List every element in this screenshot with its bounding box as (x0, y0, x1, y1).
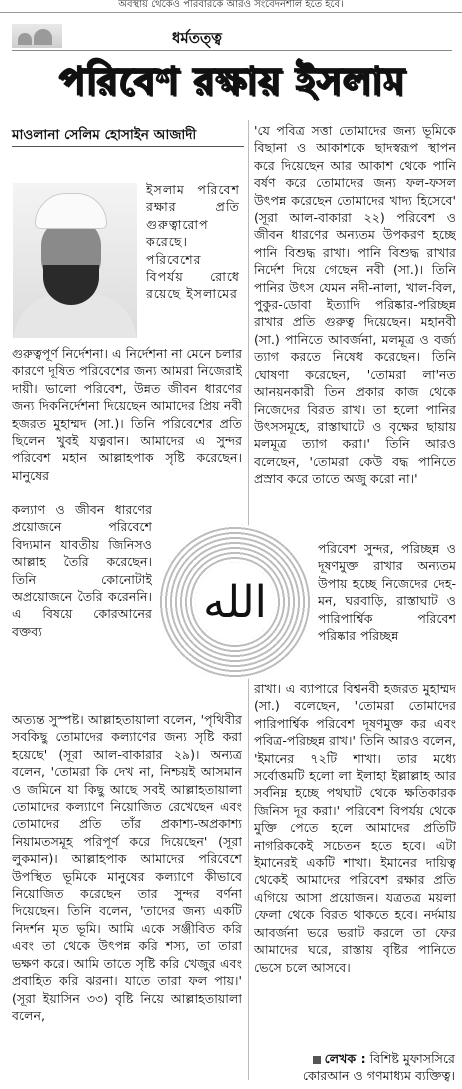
footnote-text: বিশিষ্ট মুফাসসিরে কোরআন ও গণমাধ্যম ব্যক্তিত্ব। (302, 1051, 455, 1084)
left-paragraph-wrap: কল্যাণ ও জীবন ধারণের প্রয়োজনে পরিবেশে বিদ্যমান যাবতীয় জিনিসও আল্লাহ তৈরি করেছেন। তিনি কোনোটাই অপ্রয়োজনে তৈরি করেননি। এ বিষয়ে কোরআনের বক্তব্য (12, 502, 152, 639)
calligraphy-text: الله (195, 562, 275, 642)
square-bullet-icon (313, 1056, 321, 1064)
top-divider (0, 12, 462, 13)
section-title: ধর্মতত্ত্ব (172, 29, 222, 47)
left-paragraph-1: গুরুত্বপূর্ণ নির্দেশনা। এ নির্দেশনা না মেনে চলার কারণে দূষিত পরিবেশের জন্য আমরা নিজেরাই দায়ী। ভালো পরিবেশ, উন্নত জীবন ধারণের জন্য দিকনির্দেশনা দিয়েছেন আমাদের প্রিয় নবী হজরত মুহাম্মদ (সা.)। তিনি পরিবেশের প্রতি ছিলেন খুবই যত্নবান। আমাদের এ সুন্দর পরিবেশ মহান আল্লাহপাক সৃষ্টি করেছেন। মানুষের (12, 346, 242, 483)
author-byline: মাওলানা সেলিম হোসাইন আজাদী (12, 127, 197, 143)
footnote-label: লেখক : (324, 1051, 366, 1066)
article-headline: পরিবেশ রক্ষায় ইসলাম (58, 59, 406, 103)
left-paragraph-2: অত্যন্ত সুস্পষ্ট। আল্লাহতায়ালা বলেন, 'পৃথিবীর সবকিছু তোমাদের কল্যাণের জন্য সৃষ্টি করা হয়েছে' (সূরা আল-বাকারার ২৯)। অন্যত্র বলেন, 'তোমরা কি দেখ না, নিশ্চয়ই আসমান ও জমিনে যা কিছু আছে সবই আল্লাহতায়ালা তোমাদের কল্যাণে নিয়োজিত রেখেছেন এবং তোমাদের প্রতি তাঁর প্রকাশ্য-অপ্রকাশ্য নিয়ামতসমূহ পরিপূর্ণ করে দিয়েছেন' (সূরা লুকমান)। আল্লাহপাক আমাদের পরিবেশে উপস্থিত ভূমিকে মানুষের কল্যাণে কীভাবে নিয়োজিত করেছেন তার সুন্দর বর্ণনা দিয়েছেন। তিনি বলেন, 'তাদের জন্য একটি নিদর্শন মৃত ভূমি। আমি একে সঞ্জীবিত করি এবং তা থেকে উৎপন্ন করি শস্য, তা তারা ভক্ষণ করে। আমি তাতে সৃষ্টি করি খেজুর এবং প্রবাহিত করি ঝরনা। যাতে তারা ফল পায়।' (সূরা ইয়াসিন ৩৩) বৃষ্টি নিয়ে আল্লাহতায়ালা বলেন, (12, 712, 242, 1023)
cut-off-previous-text: অবস্থায় থেকেও পরিবারকে আরও সংবেদনশীল হতে হবে। (118, 0, 344, 10)
right-paragraph-wrap: পরিবেশ সুন্দর, পরিচ্ছন্ন ও দূষণমুক্ত রাখার অন্যতম উপায় হচ্ছে নিজেদের দেহ-মন, ঘরবাড়ি, রাস্তাঘাট ও পারিপার্শ্বিক পরিবেশ পরিষ্কার পরিচ্ছন্ন (318, 541, 456, 644)
right-paragraph-1: 'যে পবিত্র সত্তা তোমাদের জন্য ভূমিকে বিছানা ও আকাশকে ছাদস্বরূপ স্থাপন করে দিয়েছেন আর আকাশ থেকে পানি বর্ষণ করে তোমাদের জন্য ফল-ফসল উৎপন্ন করেছেন তোমাদের খাদ্য হিসেবে' (সূরা আল-বাকারা ২২) পরিবেশ ও জীবন ধারণের অন্যতম উপকরণ হচ্ছে পানি বিশুদ্ধ রাখা। পানি বিশুদ্ধ রাখার নির্দেশ দিয়ে গেছেন নবী (সা.)। তিনি পানির উৎস যেমন নদী-নালা, খাল-বিল, পুকুর-ডোবা ইত্যাদি পরিষ্কার-পরিচ্ছন্ন রাখার প্রতি গুরুত্ব দিয়েছেন। মহানবী (সা.) পানিতে আবর্জনা, মলমূত্র ও বর্জ্য ত্যাগ করতে নিষেধ করেছেন। তিনি ঘোষণা করেছেন, 'তোমরা লা'নত আনয়নকারী তিন প্রকার কাজ থেকে নিজেদের বিরত রাখ। তা হলো পানির উৎসসমূহে, রাস্তাঘাটে ও বৃক্ষের ছায়ায় মলমূত্র ত্যাগ করা।' তিনি আরও বলেছেন, 'তোমরা কেউ বদ্ধ পানিতে প্রস্রাব করে তাতে অজু করো না।' (254, 123, 456, 487)
mosque-logo-icon (12, 24, 62, 48)
right-paragraph-2: রাখা। এ ব্যাপারে বিশ্বনবী হজরত মুহাম্মদ (সা.) বলেছেন, 'তোমরা তোমাদের পারিপার্শ্বিক পরিবেশ দূষণমুক্ত কর এবং পবিত্র-পরিচ্ছন্ন রাখ।' তিনি আরও বলেন, 'ইমানের ৭২টি শাখা। তার মধ্যে সর্বোত্তমটি হলো লা ইলাহা ইল্লাল্লাহ আর সর্বনিম্ন হচ্ছে পথঘাট থেকে ক্ষতিকারক জিনিস দূর করা।' পরিবেশ বিপর্যয় থেকে মুক্তি পেতে হলে আমাদের প্রতিটি নাগরিককেই সচেতন হতে হবে। এটা ইমানেরই একটি শাখা। ইমানের দায়িত্ব থেকেই আমাদের পরিবেশ রক্ষার প্রতি এগিয়ে আসা প্রয়োজন। যত্রতত্র ময়লা ফেলা থেকে বিরত থাকতে হবে। নর্দমায় আবর্জনা ভরে ভরাট করলে তা ফের আমাদের ঘরে, রাস্তায় বৃষ্টির পানিতে ভেসে চলে আসবে। (254, 681, 456, 975)
allah-calligraphy-emblem (157, 524, 313, 680)
byline-divider (12, 146, 244, 147)
section-header (12, 24, 452, 51)
intro-text: ইসলাম পরিবেশ রক্ষার প্রতি গুরুত্বারোপ করেছে। পরিবেশের বিপর্যয় রোধে রয়েছে ইসলামের (146, 182, 240, 302)
author-photo (13, 183, 137, 338)
author-footnote (270, 1050, 455, 1085)
